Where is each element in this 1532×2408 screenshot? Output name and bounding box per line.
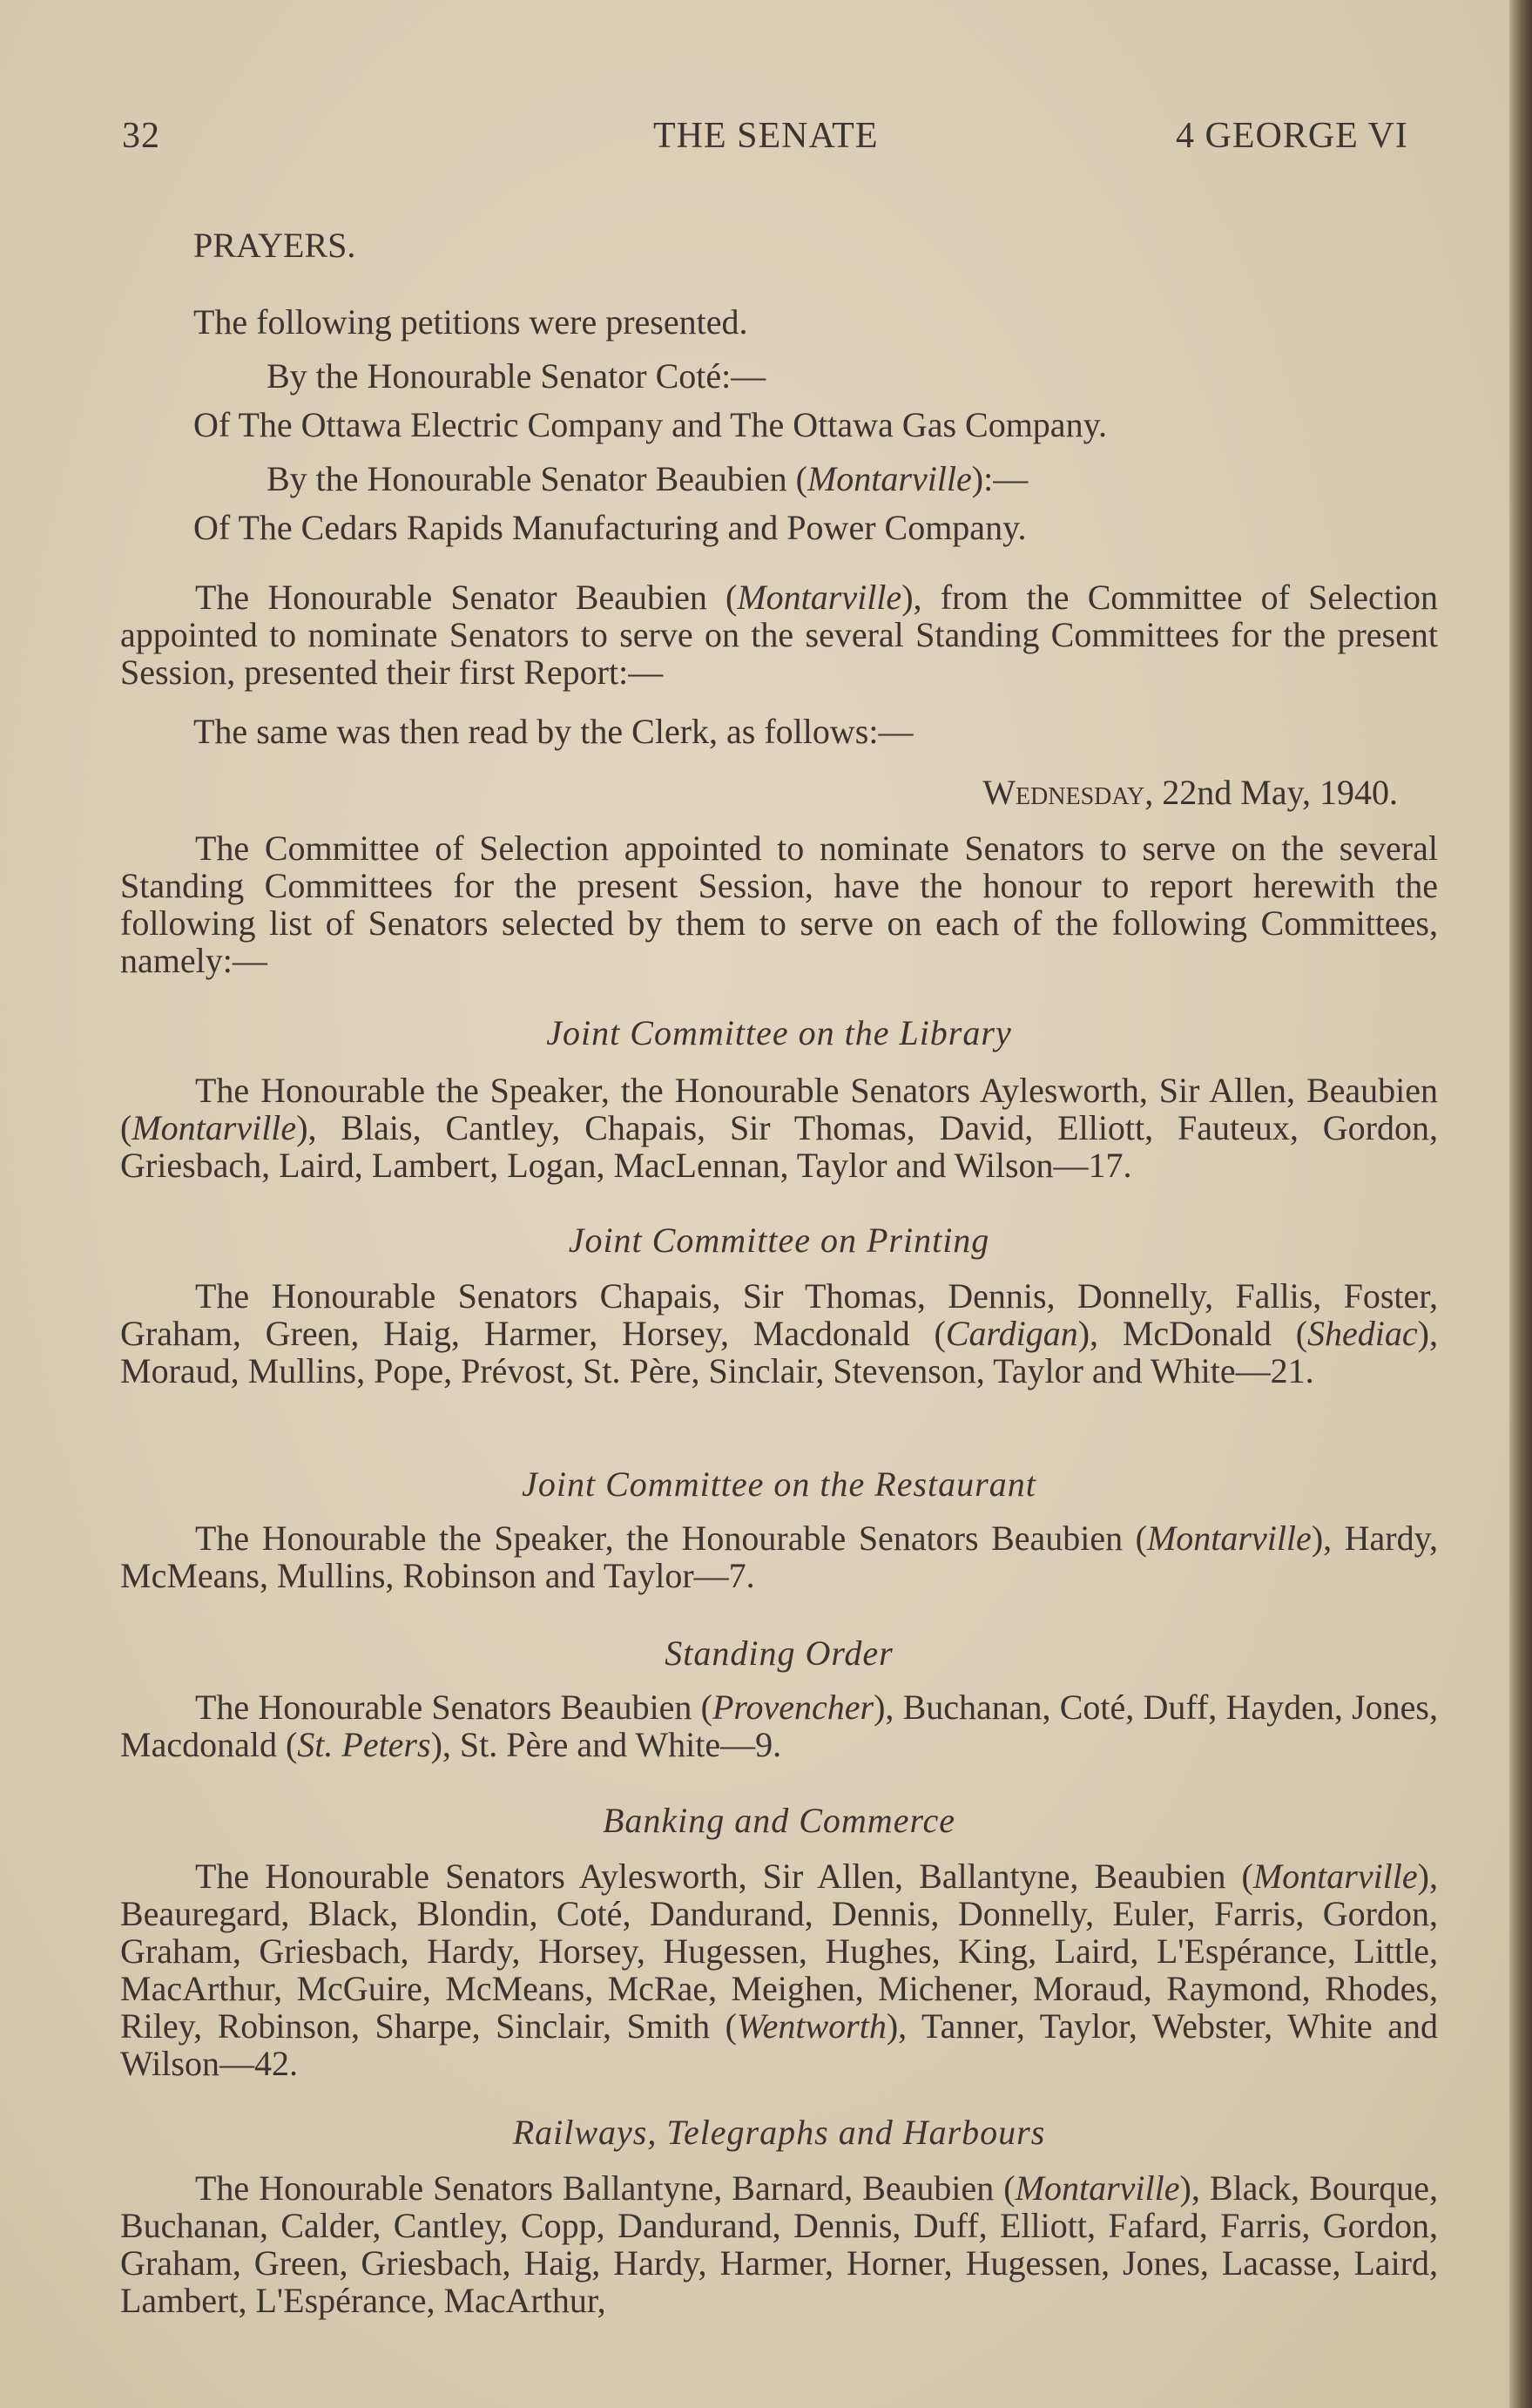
read-by-clerk-line: The same was then read by the Clerk, as follows:— — [193, 712, 914, 751]
heading-standing-order: Standing Order — [665, 1634, 894, 1673]
petition-1-of: Of The Ottawa Electric Company and The Ottawa Gas Company. — [193, 405, 1107, 444]
header-regnal-year: 4 GEORGE VI — [1176, 116, 1408, 156]
committee-intro: The Committee of Selection appointed to nominate Senators to serve on the several Standing Committees for the present Session, have the honour to report herewith the following list of Senators selected by them to serve on each of the following Committees, namely:— — [120, 829, 1438, 980]
page-edge-shadow — [1509, 0, 1532, 2408]
heading-banking: Banking and Commerce — [602, 1801, 956, 1840]
heading-railways: Railways, Telegraphs and Harbours — [512, 2113, 1046, 2152]
petition-2-by: By the Honourable Senator Beaubien (Montarville):— — [267, 459, 1029, 498]
petitions-intro: The following petitions were presented. — [193, 302, 748, 342]
library-members: The Honourable the Speaker, the Honourable Senators Aylesworth, Sir Allen, Beaubien (Montarville), Blais, Cantley, Chapais, Sir Thomas, David, Elliott, Fauteux, Gordon, Griesbach, Laird, Lambert, Logan, MacLennan, Taylor and Wilson—17. — [120, 1071, 1438, 1185]
petition-2-of: Of The Cedars Rapids Manufacturing and Power Company. — [193, 508, 1027, 547]
report-paragraph: The Honourable Senator Beaubien (Montarville), from the Committee of Selection appointed to nominate Senators to serve on the several Standing Committees for the present Session, presented their first Report:— — [120, 578, 1438, 692]
standing-order-members: The Honourable Senators Beaubien (Provencher), Buchanan, Coté, Duff, Hayden, Jones, Macdonald (St. Peters), St. Père and White—9. — [120, 1688, 1438, 1764]
heading-printing: Joint Committee on Printing — [568, 1221, 990, 1260]
prayers-heading: PRAYERS. — [193, 226, 356, 265]
running-header — [0, 115, 1532, 167]
page-number: 32 — [122, 116, 160, 156]
restaurant-members: The Honourable the Speaker, the Honourable Senators Beaubien (Montarville), Hardy, McMeans, Mullins, Robinson and Taylor—7. — [120, 1519, 1438, 1595]
banking-members: The Honourable Senators Aylesworth, Sir Allen, Ballantyne, Beaubien (Montarville), Beauregard, Black, Blondin, Coté, Dandurand, Dennis, Donnelly, Euler, Farris, Gordon, Graham, Griesbach, Hardy, Horsey, Hugessen, Hughes, King, Laird, L'Espérance, Little, MacArthur, McGuire, McMeans, McRae, Meighen, Michener, Moraud, Raymond, Rhodes, Riley, Robinson, Sharpe, Sinclair, Smith (Wentworth), Tanner, Taylor, Webster, White and Wilson—42. — [120, 1857, 1438, 2083]
printing-members: The Honourable Senators Chapais, Sir Thomas, Dennis, Donnelly, Fallis, Foster, Graham, Green, Haig, Harmer, Horsey, Macdonald (Cardigan), McDonald (Shediac), Moraud, Mullins, Pope, Prévost, St. Père, Sinclair, Stevenson, Taylor and White—21. — [120, 1276, 1438, 1390]
petition-1-by: By the Honourable Senator Coté:— — [267, 356, 766, 396]
header-title: THE SENATE — [653, 116, 879, 156]
date-line: Wednesday, 22nd May, 1940. — [982, 773, 1398, 812]
heading-library: Joint Committee on the Library — [546, 1013, 1012, 1052]
heading-restaurant: Joint Committee on the Restaurant — [522, 1464, 1036, 1504]
railways-members: The Honourable Senators Ballantyne, Barnard, Beaubien (Montarville), Black, Bourque, Buchanan, Calder, Cantley, Copp, Dandurand, Dennis, Duff, Elliott, Fafard, Farris, Gordon, Graham, Green, Griesbach, Haig, Hardy, Harmer, Horner, Hugessen, Jones, Lacasse, Laird, Lambert, L'Espérance, MacArthur, — [120, 2168, 1438, 2320]
